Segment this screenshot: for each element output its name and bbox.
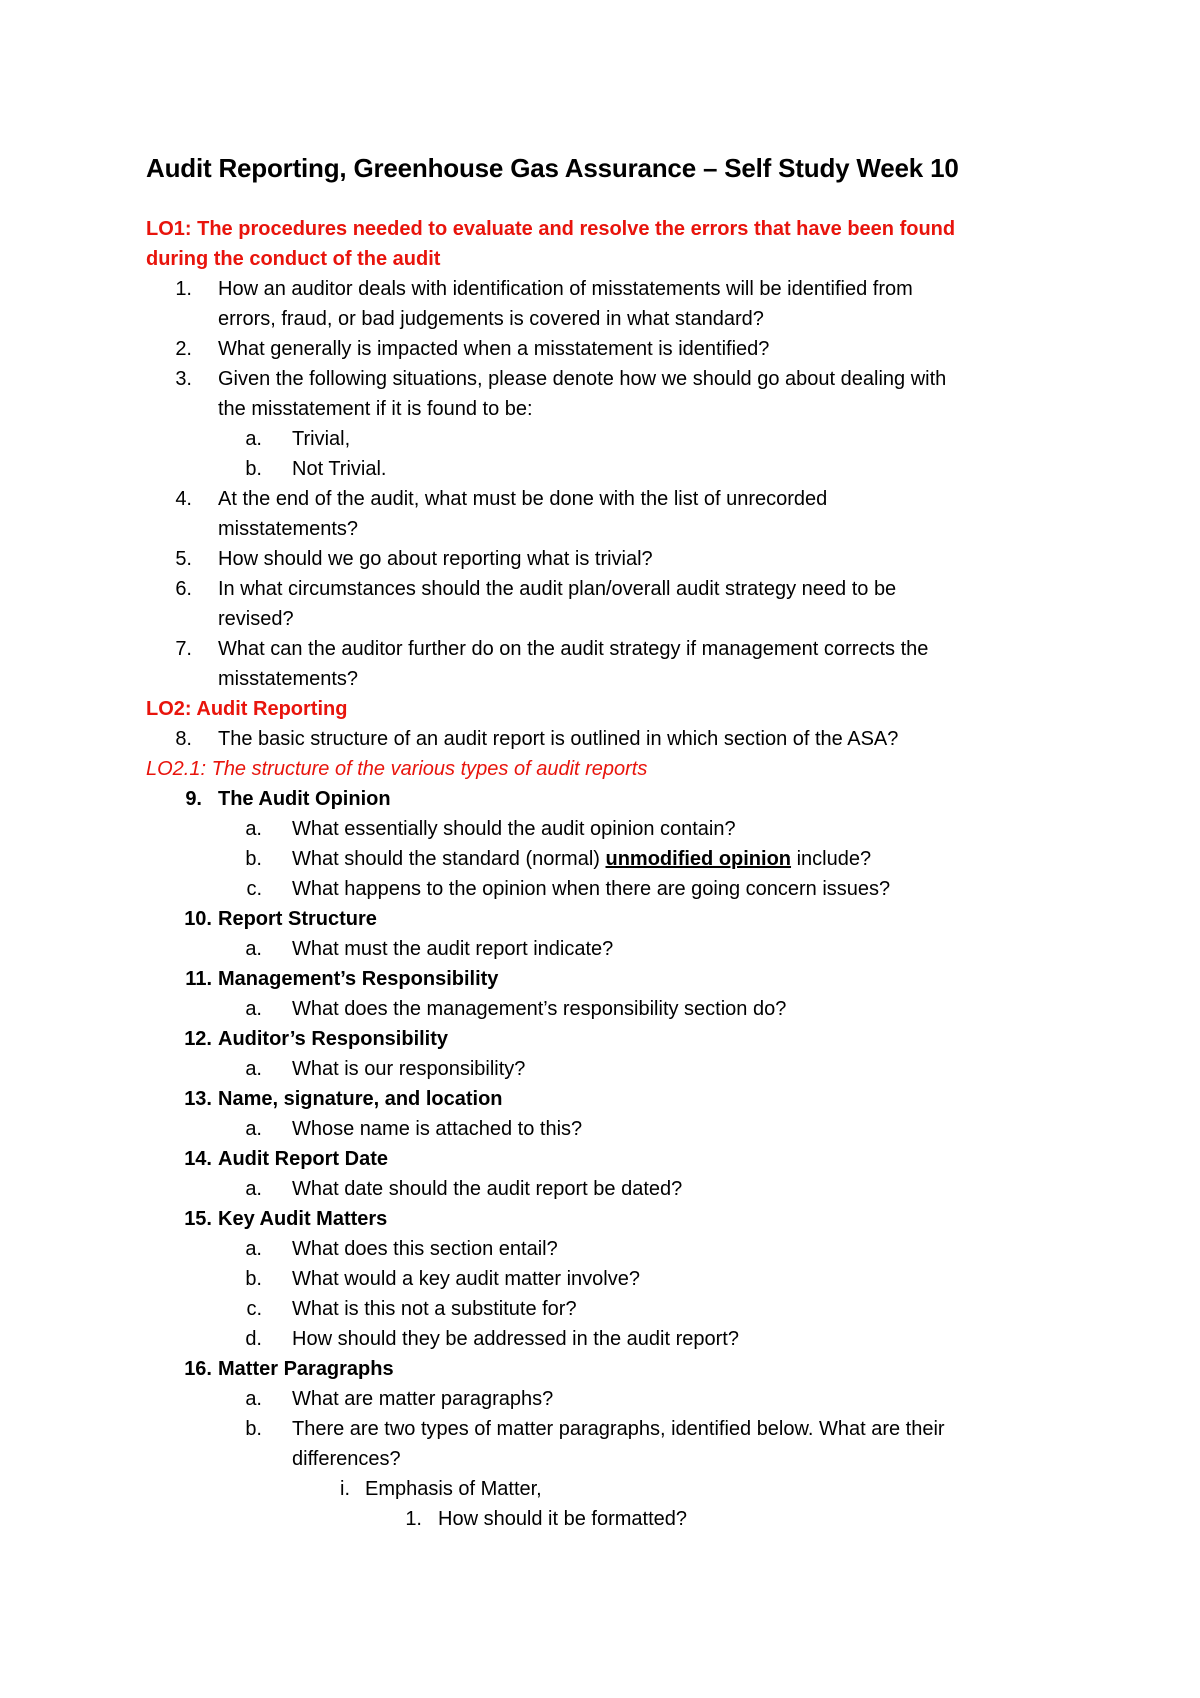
list-text: What can the auditor further do on the audit strategy if management corrects the (218, 638, 929, 660)
list-number: 4. (175, 488, 192, 510)
list-text: In what circumstances should the audit plan/overall audit strategy need to be (218, 578, 897, 600)
sub-text (292, 844, 871, 874)
list-number: 11. (185, 968, 212, 990)
list-text: At the end of the audit, what must be done with the list of unrecorded (218, 488, 828, 510)
list-number: 1. (175, 278, 192, 300)
sub-letter: a. (245, 1238, 262, 1260)
roman-number: i. (340, 1478, 350, 1500)
sub-text-continued: differences? (292, 1448, 401, 1470)
list-text: What generally is impacted when a misstatement is identified? (218, 338, 770, 360)
sub-letter: d. (245, 1328, 262, 1350)
sub-text-part: What should the standard (normal) (292, 848, 606, 870)
list-number: 3. (175, 368, 192, 390)
sub-sub-text: Emphasis of Matter, (365, 1478, 542, 1500)
sub-letter: c. (246, 1298, 262, 1320)
section-heading: The Audit Opinion (218, 788, 391, 810)
sub-text: There are two types of matter paragraphs, identified below. What are their (292, 1418, 945, 1440)
sub-letter: a. (245, 1058, 262, 1080)
sub-text: What is our responsibility? (292, 1058, 526, 1080)
list-number: 8. (175, 728, 192, 750)
list-text-continued: misstatements? (218, 668, 359, 690)
sub-text: What would a key audit matter involve? (292, 1268, 640, 1290)
list-number: 16. (184, 1358, 212, 1380)
lo2-1-heading: LO2.1: The structure of the various types of audit reports (146, 758, 648, 780)
list-text: How an auditor deals with identification of misstatements will be identified from (218, 278, 913, 300)
sub-sub-sub-text: How should it be formatted? (438, 1508, 688, 1530)
section-heading: Matter Paragraphs (218, 1358, 394, 1380)
section-heading: Name, signature, and location (218, 1088, 503, 1110)
list-number: 5. (175, 548, 192, 570)
list-number: 7. (175, 638, 192, 660)
sub-letter: a. (245, 1178, 262, 1200)
list-number: 10. (184, 908, 212, 930)
list-number: 1. (405, 1508, 422, 1530)
unmodified-opinion-term: unmodified opinion (605, 848, 792, 870)
sub-letter: a. (245, 428, 262, 450)
section-heading: Report Structure (218, 908, 377, 930)
sub-text-part: include? (791, 848, 872, 870)
sub-text: What must the audit report indicate? (292, 938, 614, 960)
sub-text: What does this section entail? (292, 1238, 558, 1260)
sub-letter: a. (245, 818, 262, 840)
list-number: 13. (184, 1088, 212, 1110)
sub-text: What are matter paragraphs? (292, 1388, 554, 1410)
sub-text: How should they be addressed in the audit report? (292, 1328, 739, 1350)
sub-letter: b. (245, 1418, 262, 1440)
section-heading: Audit Report Date (218, 1148, 388, 1170)
section-heading: Auditor’s Responsibility (218, 1028, 449, 1050)
list-text-continued: the misstatement if it is found to be: (218, 398, 533, 420)
list-text: How should we go about reporting what is trivial? (218, 548, 653, 570)
sub-letter: b. (245, 458, 262, 480)
list-number: 2. (175, 338, 192, 360)
lo2-heading: LO2: Audit Reporting (146, 698, 348, 720)
sub-text: What does the management’s responsibility section do? (292, 998, 787, 1020)
sub-text: What essentially should the audit opinion contain? (292, 818, 736, 840)
page-title: Audit Reporting, Greenhouse Gas Assurance – Self Study Week 10 (146, 153, 959, 183)
list-text-continued: misstatements? (218, 518, 359, 540)
list-text-continued: revised? (218, 608, 294, 630)
sub-letter: a. (245, 998, 262, 1020)
list-text: Given the following situations, please denote how we should go about dealing with (218, 368, 947, 390)
sub-text: Trivial, (292, 428, 351, 450)
lo1-heading-line2: during the conduct of the audit (146, 248, 441, 270)
sub-letter: b. (245, 848, 262, 870)
list-text: The basic structure of an audit report is outlined in which section of the ASA? (218, 728, 899, 750)
sub-text: What is this not a substitute for? (292, 1298, 577, 1320)
list-number: 15. (184, 1208, 212, 1230)
section-heading: Management’s Responsibility (218, 968, 499, 990)
list-number: 9. (185, 788, 202, 810)
sub-letter: c. (246, 878, 262, 900)
list-number: 14. (184, 1148, 212, 1170)
sub-letter: a. (245, 1388, 262, 1410)
list-text-continued: errors, fraud, or bad judgements is covered in what standard? (218, 308, 764, 330)
sub-letter: b. (245, 1268, 262, 1290)
sub-text: Not Trivial. (292, 458, 387, 480)
list-number: 6. (175, 578, 192, 600)
sub-text: What date should the audit report be dated? (292, 1178, 683, 1200)
sub-letter: a. (245, 938, 262, 960)
lo1-heading-line1: LO1: The procedures needed to evaluate and resolve the errors that have been found (146, 218, 956, 240)
sub-text: What happens to the opinion when there are going concern issues? (292, 878, 891, 900)
sub-text: Whose name is attached to this? (292, 1118, 583, 1140)
sub-letter: a. (245, 1118, 262, 1140)
list-number: 12. (184, 1028, 212, 1050)
section-heading: Key Audit Matters (218, 1208, 388, 1230)
